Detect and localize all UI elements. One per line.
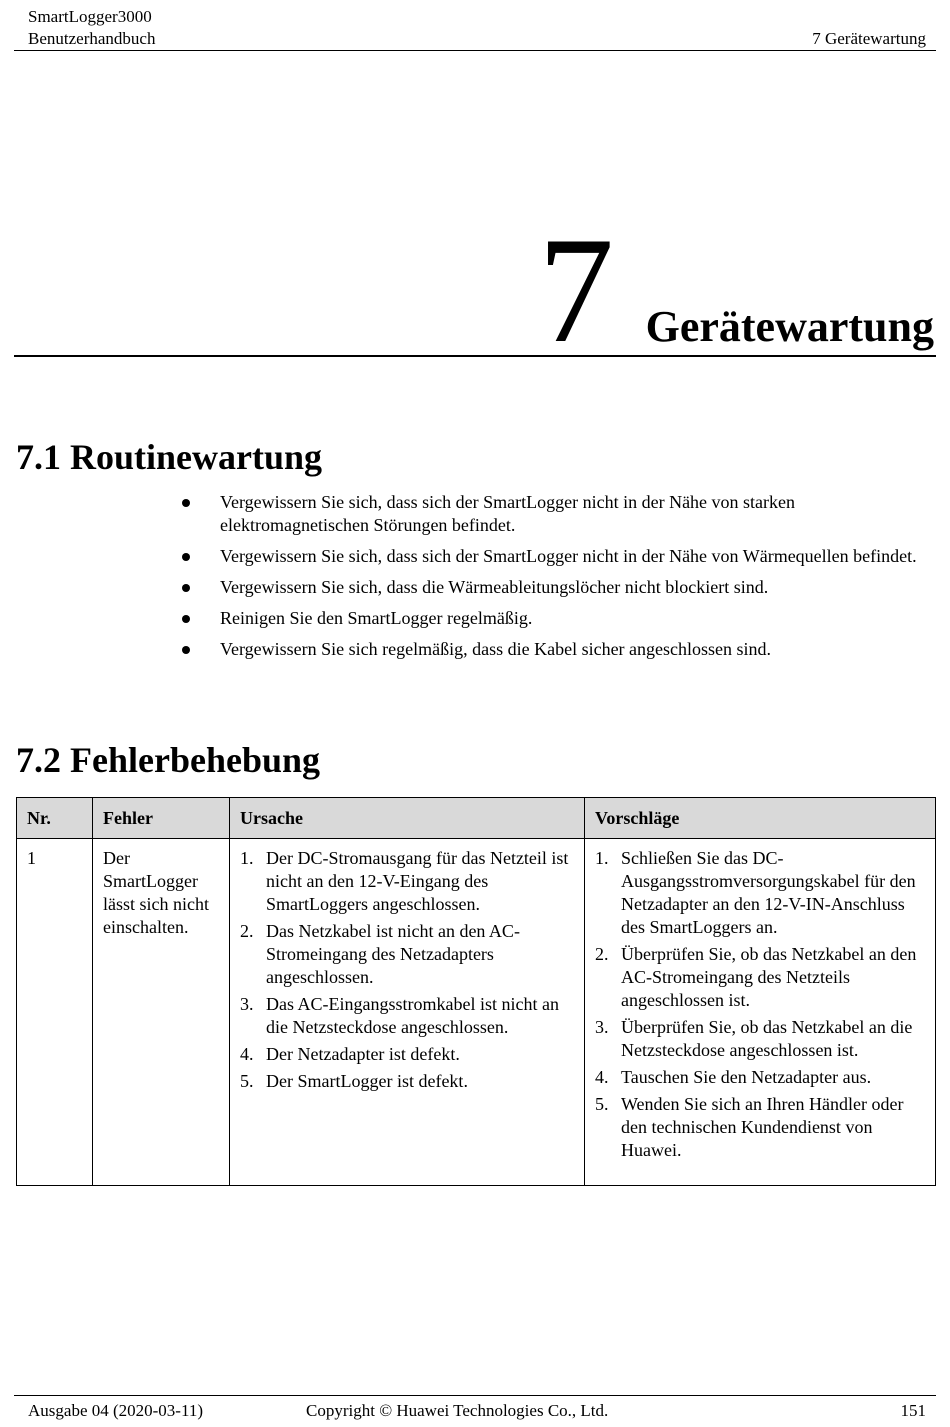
list-item: 4. Tauschen Sie den Netzadapter aus. (595, 1067, 872, 1087)
list-item: Vergewissern Sie sich, dass die Wärmeableitungslöcher nicht blockiert sind. (182, 576, 922, 599)
cell-nr: 1 (17, 839, 93, 1186)
chapter-rule (14, 355, 936, 357)
chapter-title: Gerätewartung (645, 302, 934, 351)
list-item: 2. Überprüfen Sie, ob das Netzkabel an den AC-Stromeingang des Netzteils angeschlossen ist. (595, 944, 917, 1010)
issue-date: Ausgabe 04 (2020-03-11) (28, 1401, 203, 1420)
list-item: 2. Das Netzkabel ist nicht an den AC-Stromeingang des Netzadapters angeschlossen. (240, 921, 520, 987)
cell-causes (230, 839, 585, 1186)
copyright-notice: Copyright © Huawei Technologies Co., Ltd. (306, 1401, 609, 1420)
list-item: 1. Schließen Sie das DC-Ausgangsstromversorgungskabel für den Netzadapter an den 12-V-IN-Anschluss des SmartLoggers an. (595, 848, 916, 937)
list-item: 1. Der DC-Stromausgang für das Netzteil ist nicht an den 12-V-Eingang des SmartLoggers angeschlossen. (240, 848, 569, 914)
list-item: 5. Wenden Sie sich an Ihren Händler oder den technischen Kundendienst von Huawei. (595, 1094, 904, 1160)
manual-name: Benutzerhandbuch (28, 29, 156, 48)
product-name: SmartLogger3000 (28, 7, 152, 26)
list-item: Vergewissern Sie sich regelmäßig, dass die Kabel sicher angeschlossen sind. (182, 638, 922, 661)
list-item: 3. Überprüfen Sie, ob das Netzkabel an die Netzsteckdose angeschlossen ist. (595, 1017, 913, 1060)
table-header-row (17, 798, 936, 839)
cause-list (240, 847, 574, 1093)
list-item: 5. Der SmartLogger ist defekt. (240, 1071, 468, 1091)
chapter-reference: 7 Gerätewartung (812, 29, 926, 48)
header-rule (14, 50, 936, 51)
chapter-number: 7 (538, 206, 614, 374)
list-item: Vergewissern Sie sich, dass sich der SmartLogger nicht in der Nähe von Wärmequellen befindet. (182, 545, 922, 568)
list-item: Vergewissern Sie sich, dass sich der SmartLogger nicht in der Nähe von starken elektromagnetischen Störungen befindet. (182, 491, 922, 537)
bullet-icon (182, 646, 190, 654)
suggestion-list (595, 847, 925, 1162)
column-header-nr: Nr. (17, 798, 93, 839)
cell-fault: Der SmartLogger lässt sich nicht einschalten. (93, 839, 230, 1186)
section-heading-troubleshooting: 7.2 Fehlerbehebung (16, 740, 321, 780)
running-header-left (28, 6, 155, 50)
list-item: 3. Das AC-Eingangsstromkabel ist nicht an die Netzsteckdose angeschlossen. (240, 994, 559, 1037)
section-heading-routine-maintenance: 7.1 Routinewartung (16, 437, 323, 477)
bullet-icon (182, 615, 190, 623)
column-header-cause: Ursache (230, 798, 585, 839)
list-item: Reinigen Sie den SmartLogger regelmäßig. (182, 607, 922, 630)
maintenance-bullet-list (182, 491, 922, 669)
footer-rule (14, 1395, 936, 1396)
bullet-icon (182, 584, 190, 592)
column-header-fault: Fehler (93, 798, 230, 839)
list-item: 4. Der Netzadapter ist defekt. (240, 1044, 460, 1064)
bullet-icon (182, 499, 190, 507)
bullet-icon (182, 553, 190, 561)
troubleshooting-table (16, 797, 936, 1186)
table-row (17, 839, 936, 1186)
column-header-suggestions: Vorschläge (585, 798, 936, 839)
page-number: 151 (900, 1401, 926, 1420)
cell-suggestions (585, 839, 936, 1186)
